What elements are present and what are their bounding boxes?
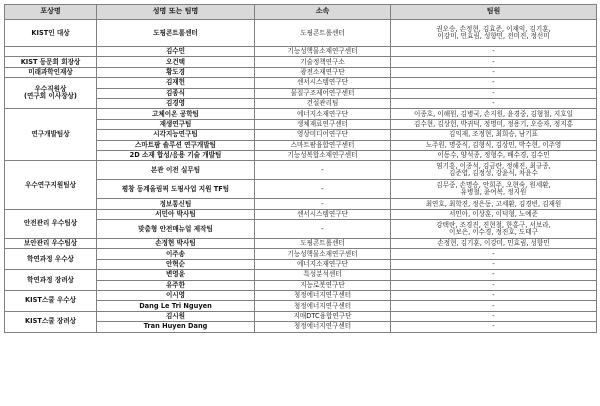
org-cell: 지매DTC융합연구단 [255, 311, 391, 321]
team-cell: 김수현, 김상헌, 박귀덕, 정명미, 정용기, 오승자, 정지홍 [391, 119, 597, 129]
table-row [5, 109, 597, 119]
name-cell: 맞춤형 안전매뉴얼 제작팀 [97, 220, 255, 239]
category-cell: KIST스쿨 우수상 [5, 291, 97, 312]
org-cell: 생체재료연구센터 [255, 119, 391, 129]
org-cell: 지능로봇연구단 [255, 280, 391, 290]
category-cell: KIST인 대상 [5, 20, 97, 47]
category-cell [5, 78, 97, 109]
name-cell: 황도경 [97, 67, 255, 77]
awards-table [4, 4, 597, 333]
name-cell: 변영윤 [97, 270, 255, 280]
name-cell: 김경영 [97, 98, 255, 108]
org-cell: 기능성복합소재연구센터 [255, 150, 391, 160]
org-cell: - [255, 199, 391, 209]
org-cell: 기능성핵물소재연구센터 [255, 249, 391, 259]
category-cell: KIST스쿨 장려상 [5, 311, 97, 332]
org-cell: 기술정책연구소 [255, 57, 391, 67]
name-cell: 스마트팜 솔루션 연구개발팀 [97, 140, 255, 150]
name-cell: 김재헌 [97, 78, 255, 88]
team-cell [391, 180, 597, 199]
team-line: 강택란, 조경진, 진현철, 한홍구, 서보라, [436, 221, 551, 230]
team-cell: - [391, 47, 597, 57]
team-cell: - [391, 57, 597, 67]
header-category: 포상명 [5, 5, 97, 20]
name-cell: 정보통신팀 [97, 199, 255, 209]
header-team: 팀원 [391, 5, 597, 20]
category-cell [5, 47, 97, 57]
category-line: (연구회 이사장상) [24, 92, 77, 101]
name-cell: 손정현 박사팀 [97, 239, 255, 249]
category-cell: 연구개발팀상 [5, 109, 97, 161]
team-cell: - [391, 249, 597, 259]
org-cell: 청정에너지연구센터 [255, 291, 391, 301]
name-cell: 김종식 [97, 88, 255, 98]
team-cell: 노주원, 명중식, 김형식, 김상민, 박수현, 이주영 [391, 140, 597, 150]
name-cell: 김시원 [97, 311, 255, 321]
table-row [5, 311, 597, 321]
team-cell: - [391, 301, 597, 311]
category-cell: 학연과정 우수상 [5, 249, 97, 270]
org-cell: 특성분석센터 [255, 270, 391, 280]
name-cell: 도핑콘트롤센터 [97, 20, 255, 47]
team-cell: - [391, 291, 597, 301]
org-cell: 에너지소재연구단 [255, 259, 391, 269]
name-cell: 유주한 [97, 280, 255, 290]
name-cell: 서민아 박사팀 [97, 209, 255, 219]
org-cell: 청정에너지연구센터 [255, 301, 391, 311]
name-cell: 안혁순 [97, 259, 255, 269]
team-cell: 서민아, 이상훈, 이덕형, 노예준 [391, 209, 597, 219]
team-cell: - [391, 88, 597, 98]
team-cell: - [391, 311, 597, 321]
category-line: 우수직원상 [34, 85, 67, 94]
team-cell: 이종호, 이해원, 김병국, 손지원, 윤경중, 김형철, 지호일 [391, 109, 597, 119]
awards-table-container [4, 4, 596, 333]
header-org: 소속 [255, 5, 391, 20]
org-cell: - [255, 220, 391, 239]
table-row [5, 78, 597, 88]
org-cell: 물질구조제어연구센터 [255, 88, 391, 98]
team-cell: - [391, 322, 597, 332]
name-cell: 평창 동계올림픽 도핑사업 지원 TF팀 [97, 180, 255, 199]
name-cell: 이주송 [97, 249, 255, 259]
table-row [5, 57, 597, 67]
name-cell: Dang Le Tri Nguyen [97, 301, 255, 311]
table-row [5, 291, 597, 301]
team-cell [391, 20, 597, 47]
org-cell: - [255, 161, 391, 180]
org-cell: 영상미디어연구단 [255, 130, 391, 140]
org-cell: 광전소재연구단 [255, 67, 391, 77]
name-cell: 2D 소재 합성/응용 기술 개발팀 [97, 150, 255, 160]
table-row [5, 20, 597, 47]
org-cell: 건설관리팀 [255, 98, 391, 108]
category-cell: 우수연구지원팀상 [5, 161, 97, 209]
category-cell: 보안관리 우수팀상 [5, 239, 97, 249]
team-line: 이강미, 민효림, 성향민, 전미진, 정선미 [437, 32, 550, 40]
table-header-row [5, 5, 597, 20]
name-cell: 이시영 [97, 291, 255, 301]
name-cell: 시각지능연구팀 [97, 130, 255, 140]
team-line: 유병철, 윤여복, 정지원 [460, 188, 527, 197]
team-cell: - [391, 98, 597, 108]
name-cell: 오건택 [97, 57, 255, 67]
org-cell: 센서시스템연구단 [255, 209, 391, 219]
org-cell: 에너지소재연구단 [255, 109, 391, 119]
team-cell: - [391, 67, 597, 77]
category-cell: 학연과정 장려상 [5, 270, 97, 291]
org-cell: - [255, 180, 391, 199]
org-cell: 기능성핵물소재연구센터 [255, 47, 391, 57]
team-line: 염기흥, 이종석, 김금란, 정해진, 최규종, [436, 162, 551, 171]
table-row [5, 67, 597, 77]
team-cell [391, 161, 597, 180]
team-line: 김무중, 손명승, 안희주, 오현숙, 원세환, [436, 181, 551, 190]
team-cell: 김익재, 조정현, 최희승, 남기표 [391, 130, 597, 140]
table-row [5, 249, 597, 259]
team-line: 권오승, 손정현, 김효준, 이재익, 김기훈, [436, 25, 551, 34]
org-cell: 도핑콘트롤센터 [255, 239, 391, 249]
team-cell: - [391, 280, 597, 290]
name-cell: Tran Huyen Dang [97, 322, 255, 332]
table-row [5, 239, 597, 249]
name-cell: 재생연구팀 [97, 119, 255, 129]
org-cell: 도핑콘트롤센터 [255, 20, 391, 47]
team-cell: 이동수, 양석종, 정형수, 배수경, 김수민 [391, 150, 597, 160]
category-cell: KIST 동문회 회장상 [5, 57, 97, 67]
org-cell: 스마트팜융합연구센터 [255, 140, 391, 150]
table-row [5, 270, 597, 280]
name-cell: 김수민 [97, 47, 255, 57]
table-row [5, 161, 597, 180]
header-name: 성명 또는 팀명 [97, 5, 255, 20]
org-cell: 센서시스템연구단 [255, 78, 391, 88]
team-cell: 손정현, 김기훈, 이강미, 민효림, 성향민 [391, 239, 597, 249]
table-row [5, 47, 597, 57]
org-cell: 청정에너지연구센터 [255, 322, 391, 332]
team-cell: - [391, 259, 597, 269]
team-cell: 최연호, 최학진, 정은동, 고세환, 김경빈, 김재원 [391, 199, 597, 209]
team-cell [391, 220, 597, 239]
table-row [5, 209, 597, 219]
team-line: 이보은, 이수경, 정진호, 도태구 [448, 228, 538, 237]
team-cell: - [391, 270, 597, 280]
team-line: 김준엽, 김정성, 강윤식, 차윤수 [448, 169, 538, 178]
team-cell: - [391, 78, 597, 88]
name-cell: 본관 이전 실무팀 [97, 161, 255, 180]
category-cell: 안전관리 우수팀상 [5, 209, 97, 238]
category-cell: 미래과학인재상 [5, 67, 97, 77]
name-cell: 고체이온 공학팀 [97, 109, 255, 119]
